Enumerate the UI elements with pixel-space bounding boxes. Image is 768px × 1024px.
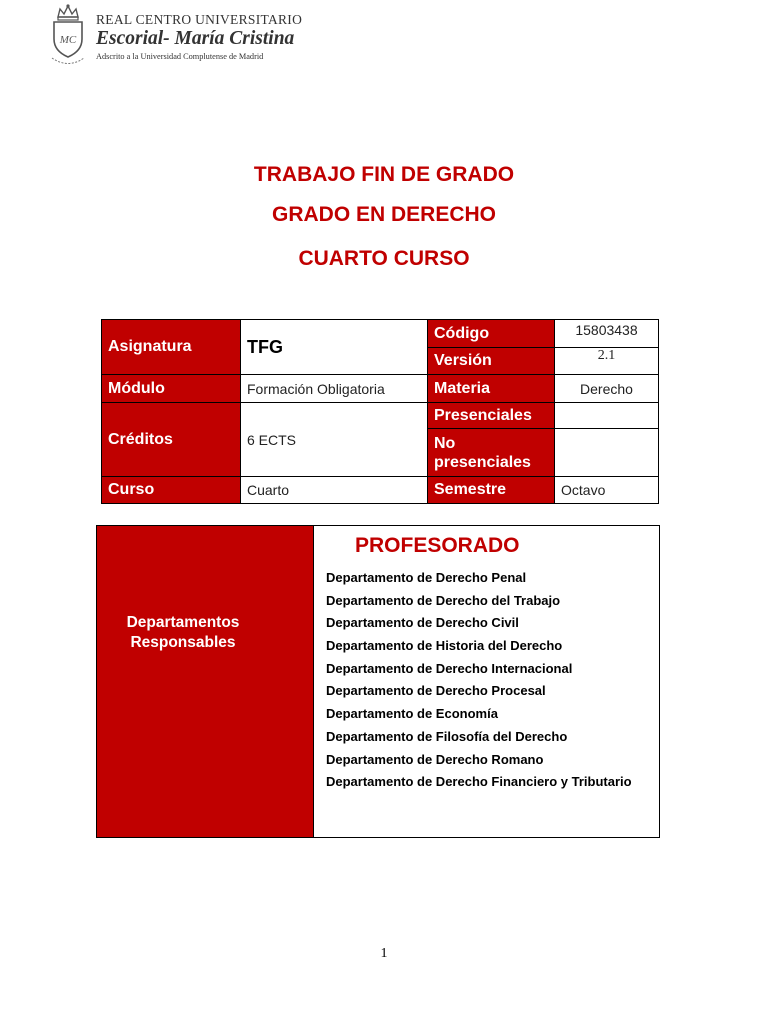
asignatura-label: Asignatura: [102, 320, 241, 375]
department-item: Departamento de Derecho del Trabajo: [326, 592, 561, 608]
departments-list: [326, 567, 632, 794]
department-item: Departamento de Economía: [326, 706, 498, 722]
profesorado-heading: PROFESORADO: [355, 534, 520, 557]
materia-label: Materia: [428, 375, 555, 403]
institution-name-line1: REAL CENTRO UNIVERSITARIO: [96, 12, 303, 27]
version-value: 2.1: [555, 348, 659, 375]
department-item: Departamento de Derecho Internacional: [326, 660, 573, 676]
curso-value: Cuarto: [241, 477, 428, 504]
document-title: TRABAJO FIN DE GRADO: [253, 163, 515, 186]
departments-label-panel: [97, 526, 314, 837]
semestre-value: Octavo: [555, 477, 659, 504]
codigo-label: Código: [428, 320, 555, 348]
no-presenciales-value: [555, 429, 659, 477]
version-label: Versión: [428, 348, 555, 375]
modulo-label: Módulo: [102, 375, 241, 403]
department-item: Departamento de Historia del Derecho: [326, 638, 563, 654]
department-item: Departamento de Derecho Civil: [326, 615, 519, 631]
department-item: Departamento de Filosofía del Derecho: [326, 728, 568, 744]
asignatura-value: TFG: [241, 320, 428, 375]
institution-name-line2: Escorial- María Cristina: [96, 28, 295, 49]
degree-title: GRADO EN DERECHO: [271, 203, 497, 226]
page-number: 1: [380, 946, 388, 961]
creditos-label: Créditos: [102, 403, 241, 477]
department-item: Departamento de Derecho Financiero y Tributario: [326, 774, 632, 790]
presenciales-label: Presenciales: [428, 403, 555, 429]
department-item: Departamento de Derecho Romano: [326, 751, 544, 767]
department-item: Departamento de Derecho Procesal: [326, 683, 546, 699]
creditos-value: 6 ECTS: [241, 403, 428, 477]
modulo-value: Formación Obligatoria: [241, 375, 428, 403]
departments-section: [96, 525, 660, 838]
presenciales-value: [555, 403, 659, 429]
materia-value: Derecho: [555, 375, 659, 403]
institution-affiliation: Adscrito a la Universidad Complutense de Madrid: [96, 52, 264, 61]
no-presenciales-label: No presenciales: [428, 429, 555, 477]
svg-text:MC: MC: [59, 34, 77, 46]
semestre-label: Semestre: [428, 477, 555, 504]
seal-logo-icon: [44, 3, 92, 69]
codigo-value: 15803438: [555, 320, 659, 348]
course-title: CUARTO CURSO: [298, 247, 470, 270]
departments-label: Departamentos Responsables: [126, 614, 240, 651]
course-info-table: [101, 319, 659, 504]
department-item: Departamento de Derecho Penal: [326, 570, 527, 585]
curso-label: Curso: [102, 477, 241, 504]
